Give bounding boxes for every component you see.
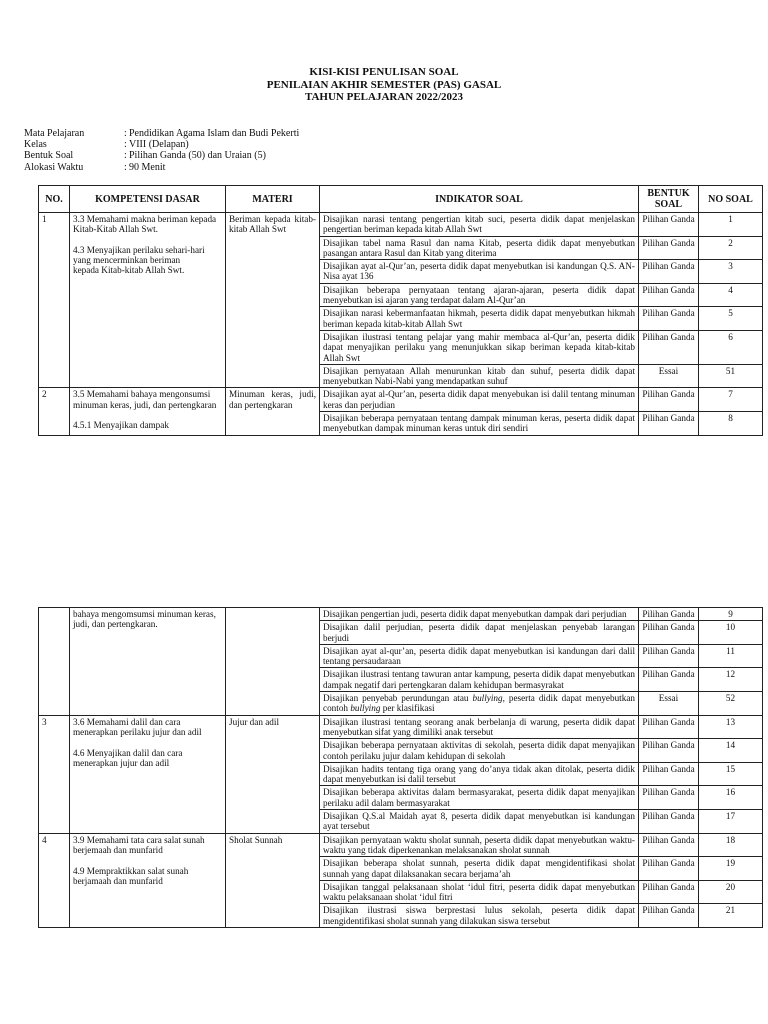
bentuk-soal-cell: Pilihan Ganda	[639, 307, 699, 331]
table-row	[39, 833, 763, 857]
italic-term: bullying	[350, 703, 381, 714]
table-body	[39, 608, 763, 928]
kompetensi-dasar-cell: 3.5 Memahami bahaya mengonsumsi minuman keras, judi, dan pertengkaran 4.5.1 Menyajikan dampak	[70, 388, 226, 435]
indikator-cell	[320, 692, 639, 716]
meta-row-class	[24, 139, 299, 150]
bentuk-soal-cell: Essai	[639, 364, 699, 388]
table-body	[39, 213, 763, 436]
no-soal-cell: 17	[699, 810, 763, 834]
bentuk-soal-cell: Pilihan Ganda	[639, 857, 699, 881]
kompetensi-dasar-cell: bahaya mengomsumsi minuman keras, judi, dan pertengkaran.	[70, 608, 226, 716]
meta-value: Pendidikan Agama Islam dan Budi Pekerti	[129, 128, 300, 139]
meta-separator: :	[124, 139, 127, 151]
row-number: 3	[39, 715, 70, 833]
indikator-cell: Disajikan beberapa pernyataan tentang ajaran-ajaran, peserta didik dapat menyebutkan isi ajaran yang terdapat dalam Al-Qur’an	[320, 283, 639, 307]
bentuk-soal-cell: Pilihan Ganda	[639, 833, 699, 857]
no-soal-cell: 3	[699, 260, 763, 284]
indikator-text: , peserta didik dapat menyebutkan contoh	[323, 693, 635, 714]
no-soal-cell: 2	[699, 236, 763, 260]
bentuk-soal-cell: Pilihan Ganda	[639, 786, 699, 810]
table-row	[39, 213, 763, 237]
indikator-cell: Disajikan beberapa sholat sunnah, peserta didik dapat mengidentifikasi sholat sunnah yang dapat dilaksanakan secara berjama’ah	[320, 857, 639, 881]
bentuk-soal-cell: Pilihan Ganda	[639, 810, 699, 834]
indikator-cell: Disajikan pengertian judi, peserta didik dapat menyebutkan dampak dari perjudian	[320, 608, 639, 621]
meta-label: Mata Pelajaran	[24, 128, 85, 139]
bentuk-soal-cell: Pilihan Ganda	[639, 412, 699, 436]
meta-separator: :	[124, 128, 127, 139]
blueprint-table-page-2	[38, 607, 763, 928]
indikator-cell: Disajikan ilustrasi tentang seorang anak berbelanja di warung, peserta didik dapat menyebutkan sifat yang dimiliki anak tersebut	[320, 715, 639, 739]
header-bentuk-soal: BENTUK SOAL	[639, 186, 699, 213]
bentuk-soal-cell: Pilihan Ganda	[639, 880, 699, 904]
no-soal-cell: 21	[699, 904, 763, 928]
bentuk-soal-cell: Pilihan Ganda	[639, 260, 699, 284]
title-line-1: KISI-KISI PENULISAN SOAL	[309, 66, 459, 78]
no-soal-cell: 19	[699, 857, 763, 881]
header-no: NO.	[39, 186, 70, 213]
materi-cell: Minuman keras, judi, dan pertengkaran	[226, 388, 320, 435]
no-soal-cell: 11	[699, 644, 763, 668]
row-number	[39, 608, 70, 716]
indikator-cell: Disajikan hadits tentang tiga orang yang do’anya tidak akan ditolak, peserta didik dapat menyebutkan isi dalil tersebut	[320, 762, 639, 786]
document-title	[0, 66, 768, 104]
table-row	[39, 608, 763, 621]
indikator-cell: Disajikan ayat al-qur’an, peserta didik dapat menyebutkan isi kandungan dari dalil tentang persaudaraan	[320, 644, 639, 668]
blueprint-table-page-1	[38, 185, 763, 436]
bentuk-soal-cell: Pilihan Ganda	[639, 904, 699, 928]
row-number: 1	[39, 213, 70, 388]
no-soal-cell: 52	[699, 692, 763, 716]
indikator-cell: Disajikan narasi tentang pengertian kitab suci, peserta didik dapat menjelaskan pengertian beriman kepada kitab Allah Swt	[320, 213, 639, 237]
no-soal-cell: 18	[699, 833, 763, 857]
no-soal-cell: 51	[699, 364, 763, 388]
materi-cell: Beriman kepada kitab-kitab Allah Swt	[226, 213, 320, 388]
kompetensi-dasar-cell: 3.9 Memahami tata cara salat sunah berjemaah dan munfarid 4.9 Mempraktikkan salat sunah berjamaah dan munfarid	[70, 833, 226, 927]
bentuk-soal-cell: Pilihan Ganda	[639, 213, 699, 237]
header-kompetensi-dasar: KOMPETENSI DASAR	[70, 186, 226, 213]
no-soal-cell: 9	[699, 608, 763, 621]
meta-value: Pilihan Ganda (50) dan Uraian (5)	[129, 150, 266, 162]
meta-label: Bentuk Soal	[24, 150, 74, 162]
row-number: 4	[39, 833, 70, 927]
indikator-cell: Disajikan ilustrasi siswa berprestasi lulus sekolah, peserta didik dapat mengidentifikasi sholat sunnah yang dilakukan siswa tersebut	[320, 904, 639, 928]
title-line-3: TAHUN PELAJARAN 2022/2023	[304, 91, 464, 103]
bentuk-soal-cell: Pilihan Ganda	[639, 668, 699, 692]
subject-info	[24, 128, 299, 173]
indikator-cell: Disajikan ayat al-Qur’an, peserta didik dapat menyebukan isi dalil tentang minuman keras dan perjudian	[320, 388, 639, 412]
bentuk-soal-cell: Pilihan Ganda	[639, 608, 699, 621]
no-soal-cell: 10	[699, 621, 763, 645]
meta-row-time	[24, 162, 299, 173]
no-soal-cell: 6	[699, 330, 763, 364]
no-soal-cell: 14	[699, 739, 763, 763]
indikator-cell: Disajikan ilustrasi tentang tawuran antar kampung, peserta didik dapat menyebutkan dampak negatif dari pertengkaran dalam kehidupan bermasyrakat	[320, 668, 639, 692]
meta-value: VIII (Delapan)	[129, 139, 189, 151]
table-row	[39, 715, 763, 739]
meta-separator: :	[124, 161, 127, 173]
bentuk-soal-cell: Essai	[639, 692, 699, 716]
indikator-cell: Disajikan pernyataan Allah menurunkan kitab dan suhuf, peserta didik dapat menyebutkan Nabi-Nabi yang mendapatkan suhuf	[320, 364, 639, 388]
bentuk-soal-cell: Pilihan Ganda	[639, 644, 699, 668]
meta-label: Kelas	[24, 139, 47, 151]
indikator-cell: Disajikan Q.S.al Maidah ayat 8, peserta didik dapat menyebutkan isi kandungan ayat tersebut	[320, 810, 639, 834]
meta-value: 90 Menit	[129, 161, 166, 173]
bentuk-soal-cell: Pilihan Ganda	[639, 283, 699, 307]
bentuk-soal-cell: Pilihan Ganda	[639, 388, 699, 412]
meta-row-question-type	[24, 150, 299, 161]
indikator-cell: Disajikan beberapa pernyataan aktivitas di sekolah, peserta didik dapat menyajikan contoh perilaku jujur dalam kehidupan di sekolah	[320, 739, 639, 763]
table-row	[39, 388, 763, 412]
indikator-cell: Disajikan ayat al-Qur’an, peserta didik dapat menyebutkan isi kandungan Q.S. AN-Nisa ayat 136	[320, 260, 639, 284]
no-soal-cell: 8	[699, 412, 763, 436]
no-soal-cell: 12	[699, 668, 763, 692]
no-soal-cell: 20	[699, 880, 763, 904]
no-soal-cell: 13	[699, 715, 763, 739]
title-line-2: PENILAIAN AKHIR SEMESTER (PAS) GASAL	[266, 78, 502, 91]
kompetensi-dasar-cell: 3.3 Memahami makna beriman kepada Kitab-Kitab Allah Swt. 4.3 Menyajikan perilaku sehari-hari yang mencerminkan beriman kepada Kitab-kitab Allah Swt.	[70, 213, 226, 388]
no-soal-cell: 15	[699, 762, 763, 786]
kompetensi-dasar-cell: 3.6 Memahami dalil dan cara menerapkan perilaku jujur dan adil 4.6 Menyajikan dalil dan cara menerapkan jujur dan adil	[70, 715, 226, 833]
no-soal-cell: 7	[699, 388, 763, 412]
indikator-cell: Disajikan narasi kebermanfaatan hikmah, peserta didik dapat menyebutkan hikmah beriman kepada kitab-kitab Allah Swt	[320, 307, 639, 331]
indikator-cell: Disajikan tanggal pelaksanaan sholat ‘idul fitri, peserta didik dapat menyebutkan waktu pelaksanaan sholat ‘idul fitri	[320, 880, 639, 904]
materi-cell	[226, 608, 320, 716]
no-soal-cell: 16	[699, 786, 763, 810]
indikator-text: Disajikan penyebab perundungan atau	[323, 693, 473, 704]
bentuk-soal-cell: Pilihan Ganda	[639, 762, 699, 786]
no-soal-cell: 5	[699, 307, 763, 331]
bentuk-soal-cell: Pilihan Ganda	[639, 236, 699, 260]
indikator-cell: Disajikan beberapa pernyataan tentang dampak minuman keras, peserta didik dapat menyebutkan dampak minuman keras untuk diri sendiri	[320, 412, 639, 436]
meta-label: Alokasi Waktu	[24, 161, 84, 173]
no-soal-cell: 1	[699, 213, 763, 237]
materi-cell: Sholat Sunnah	[226, 833, 320, 927]
materi-cell: Jujur dan adil	[226, 715, 320, 833]
indikator-cell: Disajikan ilustrasi tentang pelajar yang mahir membaca al-Qur’an, peserta didik dapat menyajikan perilaku yang menunjukkan sikap beriman kepada kitab-kitab Allah Swt	[320, 330, 639, 364]
indikator-cell: Disajikan dalil perjudian, peserta didik dapat menjelaskan penyebab larangan berjudi	[320, 621, 639, 645]
row-number: 2	[39, 388, 70, 435]
header-indikator-soal: INDIKATOR SOAL	[320, 186, 639, 213]
bentuk-soal-cell: Pilihan Ganda	[639, 739, 699, 763]
no-soal-cell: 4	[699, 283, 763, 307]
header-materi: MATERI	[226, 186, 320, 213]
indikator-cell: Disajikan beberapa aktivitas dalam bermasyarakat, peserta didik dapat menyajikan perilaku adil dalam bermasyarakat	[320, 786, 639, 810]
bentuk-soal-cell: Pilihan Ganda	[639, 330, 699, 364]
indikator-text: per klasifikasi	[380, 703, 435, 714]
table-header-row	[39, 186, 763, 213]
bentuk-soal-cell: Pilihan Ganda	[639, 715, 699, 739]
indikator-cell: Disajikan pernyataan waktu sholat sunnah, peserta didik dapat menyebutkan waktu-waktu yang tidak diperkenankan melaksanakan sholat sunnah	[320, 833, 639, 857]
italic-term: bullying	[472, 693, 503, 704]
meta-separator: :	[124, 150, 127, 162]
bentuk-soal-cell: Pilihan Ganda	[639, 621, 699, 645]
meta-row-subject	[24, 128, 299, 139]
indikator-cell: Disajikan tabel nama Rasul dan nama Kitab, peserta didik dapat menyebutkan pasangan antara Rasul dan Kitab yang diterima	[320, 236, 639, 260]
header-no-soal: NO SOAL	[699, 186, 763, 213]
